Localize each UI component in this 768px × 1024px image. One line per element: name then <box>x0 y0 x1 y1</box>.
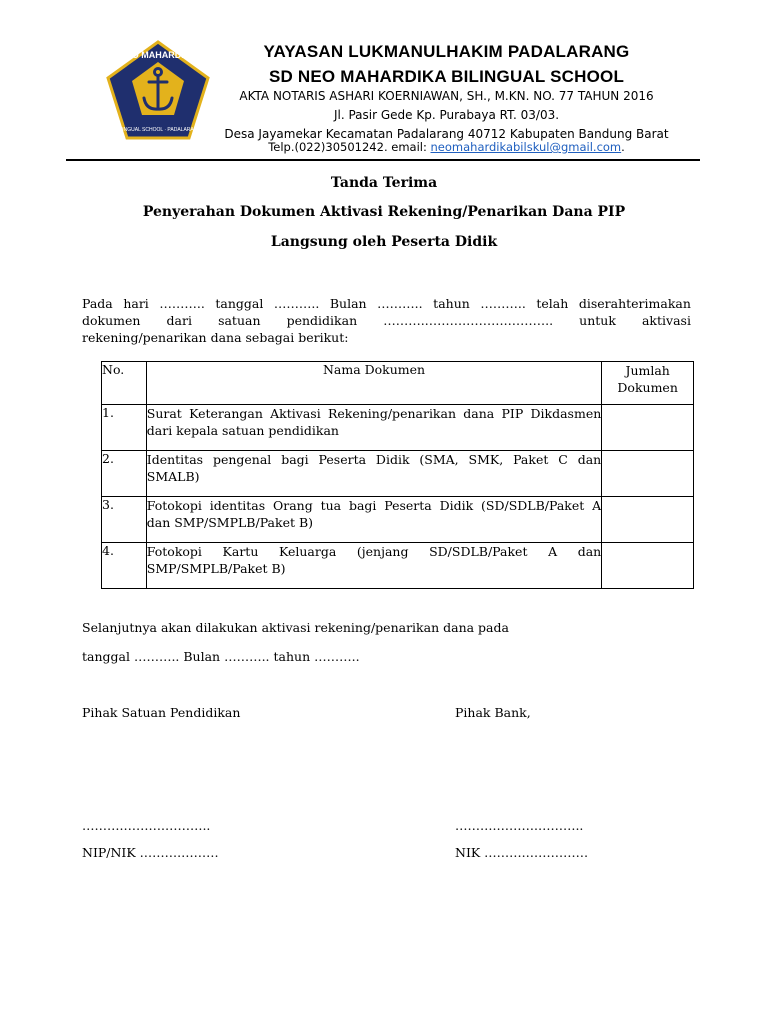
row-qty[interactable] <box>602 543 694 589</box>
word: ……….. <box>480 296 526 311</box>
header-qty <box>602 362 694 405</box>
school-signature-line: ……….……….……….. <box>82 818 211 833</box>
word: telah <box>536 296 569 311</box>
word: dan <box>577 544 602 559</box>
word: Aktivasi <box>270 406 321 421</box>
intro-paragraph <box>82 295 691 346</box>
word: tanggal <box>215 296 264 311</box>
word: aktivasi <box>641 313 691 328</box>
row-name-line-1 <box>147 497 602 514</box>
word: A <box>548 544 558 559</box>
header-no: No. <box>102 362 147 405</box>
word: Identitas <box>146 452 204 467</box>
word: C <box>558 452 568 467</box>
word: bagi <box>348 498 377 513</box>
school-nip-field: NIP/NIK ……….……… <box>82 845 219 860</box>
table-row <box>102 451 694 497</box>
header-divider <box>66 159 700 161</box>
word: (SMA, <box>419 452 459 467</box>
address-line-1: Jl. Pasir Gede Kp. Purabaya RT. 03/03. <box>333 108 560 122</box>
word: tua <box>320 498 342 513</box>
document-subtitle-2: Langsung oleh Peserta Didik <box>270 234 498 250</box>
bank-party-label: Pihak Bank, <box>455 705 531 720</box>
row-qty[interactable] <box>602 405 694 451</box>
word: diserahterimakan <box>578 296 691 311</box>
foundation-name: YAYASAN LUKMANULHAKIM PADALARANG <box>263 42 630 61</box>
word: bagi <box>281 452 309 467</box>
word: Didik <box>375 452 410 467</box>
word: Fotokopi <box>146 544 202 559</box>
word: tahun <box>433 296 470 311</box>
documents-table <box>101 361 694 589</box>
row-name-line-1 <box>147 451 602 468</box>
word: pengenal <box>212 452 272 467</box>
row-name <box>146 405 602 451</box>
document-subtitle: Penyerahan Dokumen Aktivasi Rekening/Penarikan Dana PIP <box>142 204 626 220</box>
row-name <box>146 543 602 589</box>
word: ……….. <box>377 296 423 311</box>
row-qty[interactable] <box>602 497 694 543</box>
row-name <box>146 497 602 543</box>
activation-date-line: tanggal ……….. Bulan ……….. tahun ……….. <box>82 649 360 664</box>
contact-line <box>0 140 768 154</box>
word: Orang <box>272 498 313 513</box>
paragraph-line-2 <box>82 312 691 329</box>
notary-deed: AKTA NOTARIS ASHARI KOERNIAWAN, SH., M.KN. NO. 77 TAHUN 2016 <box>239 89 654 103</box>
word: Didik <box>439 498 474 513</box>
word: Keluarga <box>278 544 337 559</box>
word: ……….. <box>273 296 320 311</box>
word: Peserta <box>384 498 432 513</box>
row-name <box>146 451 602 497</box>
word: dana <box>463 406 495 421</box>
table-header-row <box>102 362 694 405</box>
word: (jenjang <box>356 544 409 559</box>
bank-nik-field: NIK ……….…………… <box>455 845 589 860</box>
phone-text: Telp.(022)30501242. email: <box>268 140 431 154</box>
row-qty[interactable] <box>602 451 694 497</box>
word: Keterangan <box>189 406 263 421</box>
word: Bulan <box>329 296 367 311</box>
row-name-line-2: dan SMP/SMPLB/Paket B) <box>146 515 314 530</box>
word: dokumen <box>82 313 141 328</box>
row-no: 3. <box>102 497 147 543</box>
word: dari <box>166 313 192 328</box>
paragraph-line-1 <box>82 295 691 312</box>
row-name-line-2: SMP/SMPLB/Paket B) <box>146 561 286 576</box>
table-row <box>102 405 694 451</box>
word: SMK, <box>468 452 504 467</box>
activation-note: Selanjutnya akan dilakukan aktivasi rekening/penarikan dana pada <box>82 620 509 635</box>
logo-bottom-text: BILINGUAL SCHOOL · PADALARANG <box>114 127 202 133</box>
word: ……….……….……….……….. <box>383 313 554 328</box>
contact-suffix: . <box>621 140 625 154</box>
bank-signature-line: ……….……….……….. <box>455 818 584 833</box>
word: hari <box>123 296 149 311</box>
school-name: SD NEO MAHARDIKA BILINGUAL SCHOOL <box>268 67 625 86</box>
word: identitas <box>209 498 266 513</box>
word: PIP <box>501 406 524 421</box>
word: untuk <box>579 313 616 328</box>
word: A <box>592 498 602 513</box>
school-party-label: Pihak Satuan Pendidikan <box>82 705 241 720</box>
word: Pada <box>82 296 113 311</box>
table-row <box>102 497 694 543</box>
word: ……….. <box>159 296 205 311</box>
row-no: 2. <box>102 451 147 497</box>
word: Surat <box>146 406 182 421</box>
header-qty-line-2: Dokumen <box>617 380 678 395</box>
word: SD/SDLB/Paket <box>429 544 528 559</box>
word: pendidikan <box>286 313 358 328</box>
row-name-line-2: dari kepala satuan pendidikan <box>146 423 339 438</box>
word: dan <box>577 452 602 467</box>
email-link[interactable]: neomahardikabilskul@gmail.com <box>430 140 622 154</box>
word: Dikdasmen <box>530 406 602 421</box>
paragraph-line-3: rekening/penarikan dana sebagai berikut: <box>82 330 349 345</box>
word: Peserta <box>318 452 367 467</box>
row-name-line-2: SMALB) <box>146 469 200 484</box>
word: Kartu <box>222 544 259 559</box>
word: Fotokopi <box>146 498 202 513</box>
row-no: 4. <box>102 543 147 589</box>
row-name-line-1 <box>147 543 602 560</box>
word: satuan <box>218 313 261 328</box>
row-no: 1. <box>102 405 147 451</box>
header-name: Nama Dokumen <box>146 362 602 405</box>
header-qty-line-1: Jumlah <box>625 363 670 378</box>
word: Rekening/penarikan <box>327 406 457 421</box>
table-row <box>102 543 694 589</box>
address-line-2: Desa Jayamekar Kecamatan Padalarang 40712 Kabupaten Bandung Barat <box>224 127 669 141</box>
document-title: Tanda Terima <box>330 175 438 191</box>
logo-top-text: NEO MAHARDIKA <box>119 50 197 60</box>
word: (SD/SDLB/Paket <box>481 498 585 513</box>
word: Paket <box>513 452 549 467</box>
row-name-line-1 <box>147 405 602 422</box>
